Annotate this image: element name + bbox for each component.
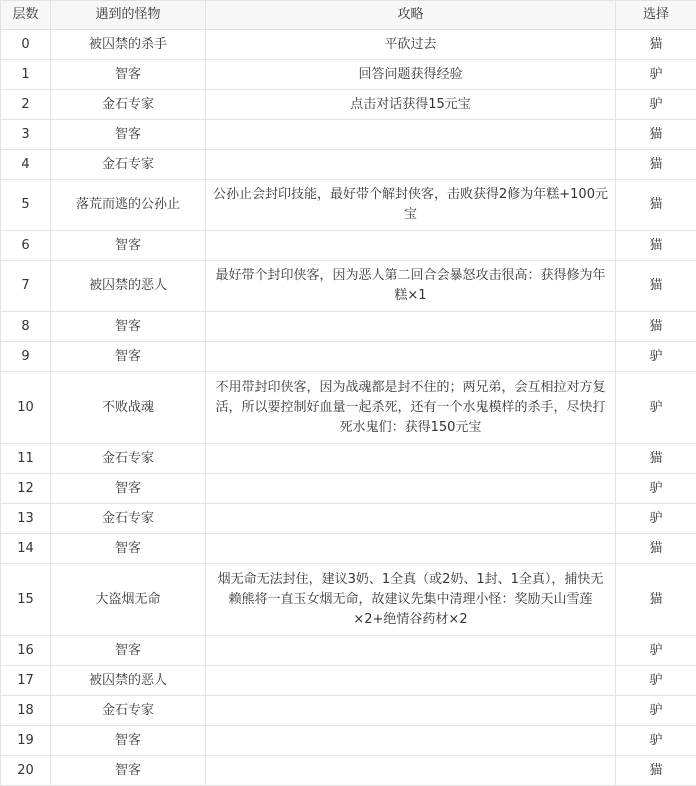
table-row [1, 261, 696, 312]
strategy-cell [206, 444, 616, 474]
choice-cell: 猫 [616, 261, 696, 312]
header-floor: 层数 [1, 1, 51, 30]
monster-cell: 被囚禁的杀手 [51, 30, 206, 60]
monster-cell: 智客 [51, 726, 206, 756]
floor-cell: 2 [1, 90, 51, 120]
floor-cell: 1 [1, 60, 51, 90]
monster-cell: 金石专家 [51, 150, 206, 180]
monster-cell: 智客 [51, 60, 206, 90]
strategy-cell [206, 120, 616, 150]
monster-cell: 智客 [51, 312, 206, 342]
table-row [1, 231, 696, 261]
floor-cell: 13 [1, 504, 51, 534]
choice-cell: 猫 [616, 312, 696, 342]
choice-cell: 猫 [616, 231, 696, 261]
strategy-cell [206, 231, 616, 261]
choice-cell: 驴 [616, 504, 696, 534]
monster-cell: 智客 [51, 636, 206, 666]
monster-cell: 智客 [51, 534, 206, 564]
monster-cell: 不败战魂 [51, 372, 206, 444]
floor-cell: 20 [1, 756, 51, 786]
choice-cell: 猫 [616, 120, 696, 150]
floor-cell: 0 [1, 30, 51, 60]
strategy-cell [206, 696, 616, 726]
choice-cell: 猫 [616, 534, 696, 564]
table-row [1, 60, 696, 90]
strategy-cell [206, 726, 616, 756]
table-row [1, 474, 696, 504]
table-row [1, 30, 696, 60]
strategy-cell [206, 312, 616, 342]
floor-cell: 11 [1, 444, 51, 474]
choice-cell: 驴 [616, 696, 696, 726]
strategy-cell: 烟无命无法封住，建议3奶、1全真（或2奶、1封、1全真），捕快无赖熊将一直玉女烟无命，故建议先集中清理小怪：奖励天山雪莲×2+绝情谷药材×2 [206, 564, 616, 636]
choice-cell: 猫 [616, 444, 696, 474]
table-row [1, 120, 696, 150]
table-header-row [1, 1, 696, 30]
floor-cell: 16 [1, 636, 51, 666]
monster-cell: 大盗烟无命 [51, 564, 206, 636]
floor-cell: 10 [1, 372, 51, 444]
floor-cell: 3 [1, 120, 51, 150]
strategy-cell [206, 474, 616, 504]
table-row [1, 312, 696, 342]
strategy-cell: 公孙止会封印技能，最好带个解封侠客，击败获得2修为年糕+100元宝 [206, 180, 616, 231]
strategy-cell [206, 756, 616, 786]
strategy-cell: 最好带个封印侠客，因为恶人第二回合会暴怒攻击很高：获得修为年糕×1 [206, 261, 616, 312]
table-row [1, 342, 696, 372]
strategy-cell: 平砍过去 [206, 30, 616, 60]
strategy-cell [206, 666, 616, 696]
table-row [1, 726, 696, 756]
choice-cell: 驴 [616, 60, 696, 90]
header-strategy: 攻略 [206, 1, 616, 30]
strategy-cell [206, 534, 616, 564]
floor-cell: 18 [1, 696, 51, 726]
table-row [1, 636, 696, 666]
floor-cell: 19 [1, 726, 51, 756]
monster-cell: 落荒而逃的公孙止 [51, 180, 206, 231]
choice-cell: 驴 [616, 726, 696, 756]
strategy-cell: 点击对话获得15元宝 [206, 90, 616, 120]
monster-cell: 智客 [51, 342, 206, 372]
choice-cell: 猫 [616, 30, 696, 60]
monster-cell: 金石专家 [51, 504, 206, 534]
strategy-cell [206, 150, 616, 180]
table-row [1, 666, 696, 696]
strategy-cell: 回答问题获得经验 [206, 60, 616, 90]
strategy-cell [206, 636, 616, 666]
monster-cell: 金石专家 [51, 90, 206, 120]
choice-cell: 驴 [616, 342, 696, 372]
header-choice: 选择 [616, 1, 696, 30]
monster-cell: 金石专家 [51, 696, 206, 726]
choice-cell: 驴 [616, 666, 696, 696]
strategy-cell: 不用带封印侠客，因为战魂都是封不住的；两兄弟，会互相拉对方复活，所以要控制好血量一起杀死，还有一个水鬼模样的杀手，尽快打死水鬼们：获得150元宝 [206, 372, 616, 444]
monster-cell: 智客 [51, 756, 206, 786]
monster-cell: 被囚禁的恶人 [51, 261, 206, 312]
monster-cell: 被囚禁的恶人 [51, 666, 206, 696]
floor-cell: 17 [1, 666, 51, 696]
choice-cell: 猫 [616, 756, 696, 786]
floor-cell: 7 [1, 261, 51, 312]
table-row [1, 504, 696, 534]
floor-cell: 5 [1, 180, 51, 231]
choice-cell: 猫 [616, 180, 696, 231]
floor-cell: 8 [1, 312, 51, 342]
strategy-cell [206, 342, 616, 372]
header-monster: 遇到的怪物 [51, 1, 206, 30]
choice-cell: 驴 [616, 474, 696, 504]
floor-cell: 12 [1, 474, 51, 504]
monster-cell: 金石专家 [51, 444, 206, 474]
monster-cell: 智客 [51, 474, 206, 504]
choice-cell: 猫 [616, 564, 696, 636]
choice-cell: 驴 [616, 372, 696, 444]
choice-cell: 驴 [616, 636, 696, 666]
strategy-cell [206, 504, 616, 534]
floor-cell: 14 [1, 534, 51, 564]
floor-cell: 4 [1, 150, 51, 180]
table-row [1, 90, 696, 120]
choice-cell: 驴 [616, 90, 696, 120]
floor-cell: 6 [1, 231, 51, 261]
table-row [1, 696, 696, 726]
table-row [1, 444, 696, 474]
floor-cell: 9 [1, 342, 51, 372]
table-row [1, 564, 696, 636]
monster-cell: 智客 [51, 120, 206, 150]
monster-cell: 智客 [51, 231, 206, 261]
table-row [1, 534, 696, 564]
floor-cell: 15 [1, 564, 51, 636]
choice-cell: 猫 [616, 150, 696, 180]
table-row [1, 756, 696, 786]
table-row [1, 150, 696, 180]
table-row [1, 372, 696, 444]
table-row [1, 180, 696, 231]
